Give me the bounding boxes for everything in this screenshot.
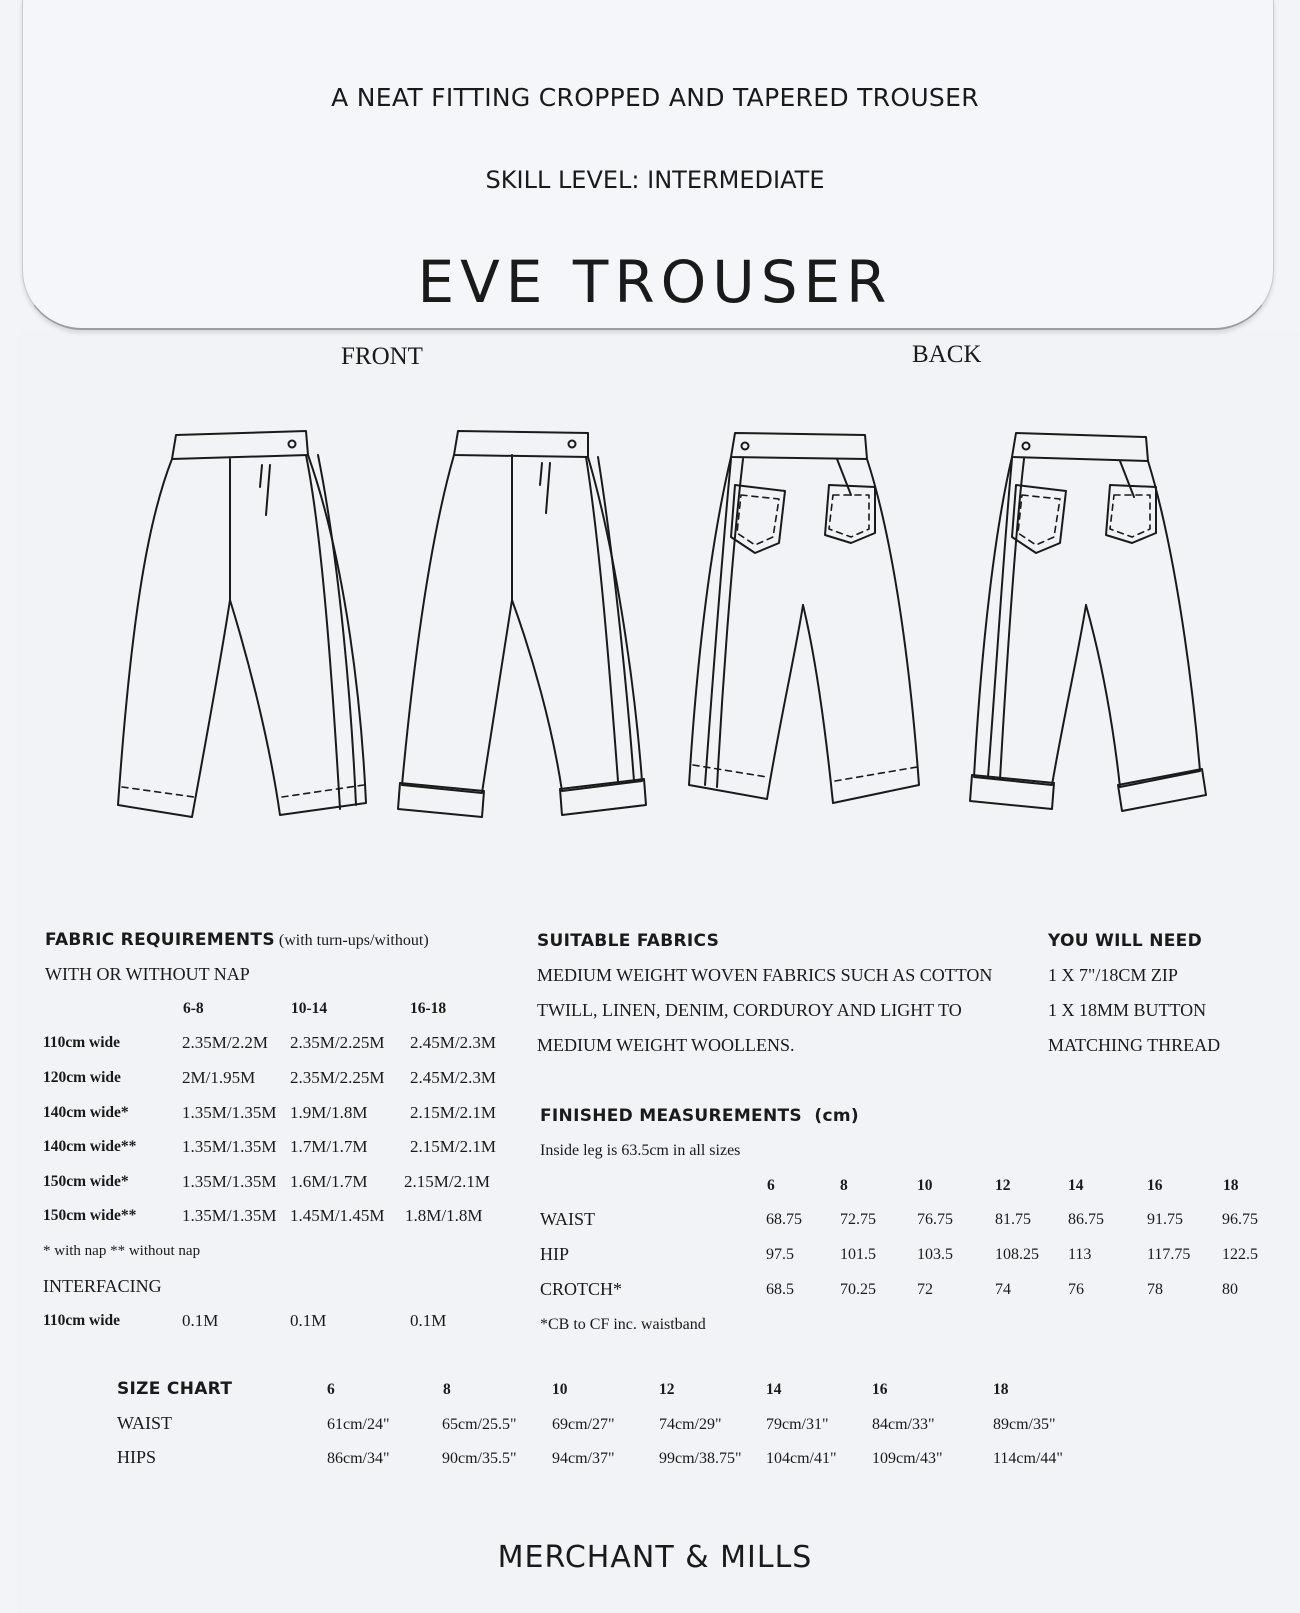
- suitable-fabrics-line: MEDIUM WEIGHT WOOLLENS.: [537, 1035, 795, 1055]
- brand-name: MERCHANT & MILLS: [497, 1540, 813, 1575]
- fabric-row-label: 150cm wide*: [43, 1173, 129, 1190]
- fm-cell: 80: [1222, 1281, 1238, 1298]
- fm-cell: 86.75: [1068, 1211, 1104, 1228]
- size-chart-heading: SIZE CHART: [117, 1379, 233, 1399]
- fabric-row-label: 120cm wide: [43, 1069, 121, 1086]
- size-chart-cell: 99cm/38.75": [659, 1450, 742, 1467]
- size-chart-size: 12: [659, 1381, 675, 1398]
- fm-cell: 74: [995, 1281, 1011, 1298]
- fm-size-header: 12: [995, 1177, 1011, 1194]
- fabric-requirements-note: (with turn-ups/without): [278, 932, 429, 949]
- fm-cell: 96.75: [1222, 1211, 1258, 1228]
- size-chart-size: 6: [327, 1381, 335, 1398]
- nap-footnote: * with nap ** without nap: [43, 1243, 201, 1259]
- size-chart-cell: 104cm/41": [766, 1450, 837, 1467]
- fabric-cell: 2.15M/2.1M: [404, 1172, 490, 1191]
- size-chart-cell: 109cm/43": [872, 1450, 943, 1467]
- size-chart-cell: 94cm/37": [552, 1450, 615, 1467]
- fm-cell: 113: [1068, 1246, 1092, 1263]
- size-chart-size: 18: [993, 1381, 1009, 1398]
- front-trouser-drawing: [110, 425, 380, 825]
- fm-cell: 72: [917, 1281, 933, 1298]
- fm-cell: 76: [1068, 1281, 1084, 1298]
- fm-cell: 101.5: [840, 1246, 876, 1263]
- fm-row-label: CROTCH*: [540, 1279, 623, 1299]
- fm-cell: 78: [1147, 1281, 1163, 1298]
- fm-cell: 103.5: [917, 1246, 953, 1263]
- size-chart-size: 8: [443, 1381, 451, 1398]
- back-trouser-drawing: [675, 425, 945, 825]
- fabric-cell: 1.35M/1.35M: [182, 1172, 277, 1191]
- fabric-cell: 1.7M/1.7M: [290, 1137, 368, 1156]
- fm-cell: 91.75: [1147, 1211, 1183, 1228]
- pattern-title: EVE TROUSER: [417, 248, 893, 316]
- front-view-label: FRONT: [341, 343, 423, 370]
- fm-cell: 68.5: [766, 1281, 794, 1298]
- fabric-row-label: 140cm wide**: [43, 1138, 137, 1155]
- fabric-cell: 1.6M/1.7M: [290, 1172, 368, 1191]
- fabric-requirements-heading: FABRIC REQUIREMENTS (with turn-ups/without): [45, 930, 429, 950]
- fabric-cell: 1.35M/1.35M: [182, 1206, 277, 1225]
- interfacing-row-label: 110cm wide: [43, 1312, 121, 1329]
- fm-cell: 68.75: [766, 1211, 802, 1228]
- fm-size-header: 18: [1223, 1177, 1239, 1194]
- size-chart-cell: 84cm/33": [872, 1416, 935, 1433]
- size-chart-cell: 74cm/29": [659, 1416, 722, 1433]
- size-chart-cell: 114cm/44": [993, 1450, 1063, 1467]
- front-trouser-turnup-drawing: [392, 425, 662, 825]
- size-chart-cell: 90cm/35.5": [442, 1450, 517, 1467]
- fabric-cell: 2.35M/2.25M: [290, 1068, 385, 1087]
- notion-item: 1 X 18MM BUTTON: [1048, 1000, 1207, 1020]
- fm-cell: 70.25: [840, 1281, 876, 1298]
- fabric-cell: 2.35M/2.25M: [290, 1033, 385, 1052]
- fabric-cell: 2.45M/2.3M: [410, 1033, 496, 1052]
- nap-subheading: WITH OR WITHOUT NAP: [45, 964, 250, 984]
- skill-level: SKILL LEVEL: INTERMEDIATE: [485, 166, 825, 194]
- inside-leg-note: Inside leg is 63.5cm in all sizes: [540, 1142, 741, 1159]
- fabric-cell: 2.15M/2.1M: [410, 1137, 496, 1156]
- fm-cell: 97.5: [766, 1246, 794, 1263]
- fabric-col-header: 6-8: [183, 1000, 204, 1017]
- tagline: A NEAT FITTING CROPPED AND TAPERED TROUSER: [331, 83, 979, 112]
- fabric-cell: 1.35M/1.35M: [182, 1137, 277, 1156]
- fm-cell: 81.75: [995, 1211, 1031, 1228]
- fabric-cell: 1.8M/1.8M: [405, 1206, 483, 1225]
- interfacing-heading: INTERFACING: [43, 1276, 162, 1296]
- size-chart-cell: 69cm/27": [552, 1416, 615, 1433]
- fabric-cell: 2M/1.95M: [182, 1068, 256, 1087]
- size-chart-cell: 89cm/35": [993, 1416, 1056, 1433]
- fabric-cell: 2.45M/2.3M: [410, 1068, 496, 1087]
- finished-measurements-heading: FINISHED MEASUREMENTS (cm): [540, 1106, 859, 1126]
- interfacing-cell: 0.1M: [410, 1311, 447, 1330]
- fabric-col-header: 10-14: [291, 1000, 328, 1017]
- fm-size-header: 10: [917, 1177, 933, 1194]
- interfacing-cell: 0.1M: [290, 1311, 327, 1330]
- fabric-cell: 2.15M/2.1M: [410, 1103, 496, 1122]
- fm-row-label: HIP: [540, 1244, 570, 1264]
- back-trouser-turnup-drawing: [960, 425, 1230, 825]
- fabric-cell: 1.9M/1.8M: [290, 1103, 368, 1122]
- fm-cell: 122.5: [1222, 1246, 1258, 1263]
- size-chart-size: 16: [872, 1381, 888, 1398]
- interfacing-cell: 0.1M: [182, 1311, 219, 1330]
- fabric-row-label: 140cm wide*: [43, 1104, 129, 1121]
- suitable-fabrics-heading: SUITABLE FABRICS: [537, 931, 720, 951]
- crotch-footnote: *CB to CF inc. waistband: [540, 1316, 706, 1333]
- fabric-row-label: 110cm wide: [43, 1034, 121, 1051]
- fm-cell: 117.75: [1147, 1246, 1191, 1263]
- notion-item: 1 X 7"/18CM ZIP: [1048, 965, 1178, 985]
- fm-size-header: 14: [1068, 1177, 1084, 1194]
- suitable-fabrics-line: MEDIUM WEIGHT WOVEN FABRICS SUCH AS COTTON: [537, 965, 993, 985]
- fm-size-header: 6: [767, 1177, 775, 1194]
- fabric-cell: 1.45M/1.45M: [290, 1206, 385, 1225]
- notion-item: MATCHING THREAD: [1048, 1035, 1221, 1055]
- suitable-fabrics-line: TWILL, LINEN, DENIM, CORDUROY AND LIGHT TO: [537, 1000, 962, 1020]
- size-chart-cell: 61cm/24": [327, 1416, 390, 1433]
- fm-cell: 76.75: [917, 1211, 953, 1228]
- size-chart-row-label: HIPS: [117, 1447, 157, 1467]
- size-chart-row-label: WAIST: [117, 1413, 172, 1433]
- size-chart-cell: 65cm/25.5": [442, 1416, 517, 1433]
- fabric-row-label: 150cm wide**: [43, 1207, 137, 1224]
- size-chart-size: 10: [552, 1381, 568, 1398]
- size-chart-size: 14: [766, 1381, 782, 1398]
- finished-measurements-unit: (cm): [814, 1106, 859, 1126]
- you-will-need-heading: YOU WILL NEED: [1048, 931, 1203, 951]
- fabric-col-header: 16-18: [410, 1000, 447, 1017]
- fm-cell: 72.75: [840, 1211, 876, 1228]
- fabric-cell: 1.35M/1.35M: [182, 1103, 277, 1122]
- fm-size-header: 8: [840, 1177, 848, 1194]
- size-chart-cell: 79cm/31": [766, 1416, 829, 1433]
- fm-cell: 108.25: [995, 1246, 1039, 1263]
- fm-row-label: WAIST: [540, 1209, 595, 1229]
- back-view-label: BACK: [912, 341, 982, 368]
- size-chart-cell: 86cm/34": [327, 1450, 390, 1467]
- fabric-cell: 2.35M/2.2M: [182, 1033, 268, 1052]
- fm-size-header: 16: [1147, 1177, 1163, 1194]
